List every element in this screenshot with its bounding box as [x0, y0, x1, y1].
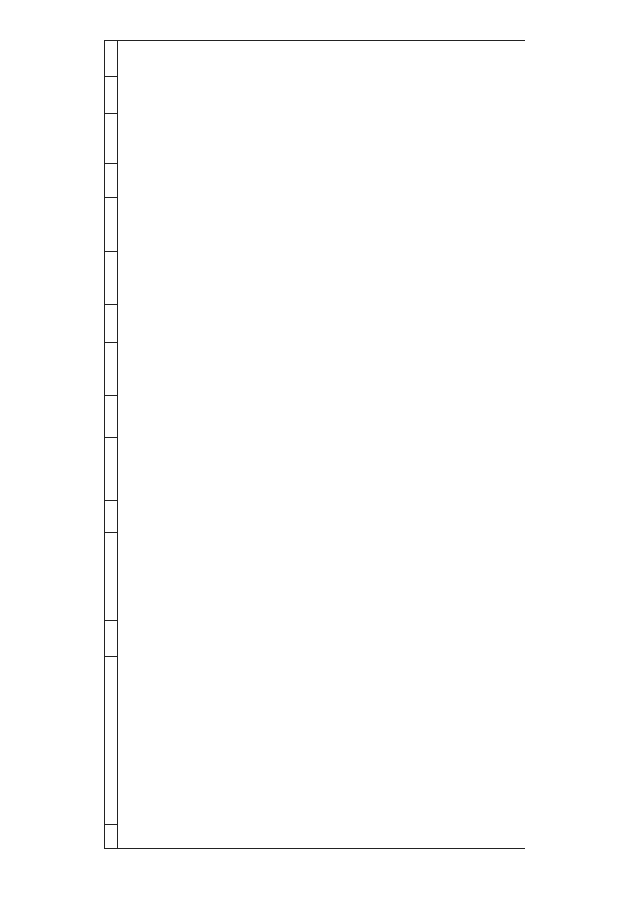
header-separator [117, 40, 118, 848]
header-column-border [104, 76, 117, 77]
table-top-border [104, 40, 525, 41]
header-column-border [104, 163, 117, 164]
header-column-border [104, 304, 117, 305]
header-column-border [104, 113, 117, 114]
header-column-border [104, 656, 117, 657]
header-column-border [104, 342, 117, 343]
table-left-border [104, 40, 105, 848]
header-column-border [104, 40, 117, 41]
header-column-border [104, 251, 117, 252]
header-column-border [104, 437, 117, 438]
table-bottom-border [104, 848, 525, 849]
header-column-border [104, 824, 117, 825]
header-column-border [104, 532, 117, 533]
header-column-border [104, 848, 117, 849]
header-column-border [104, 395, 117, 396]
header-column-border [104, 500, 117, 501]
header-column-border [104, 620, 117, 621]
header-column-border [104, 197, 117, 198]
